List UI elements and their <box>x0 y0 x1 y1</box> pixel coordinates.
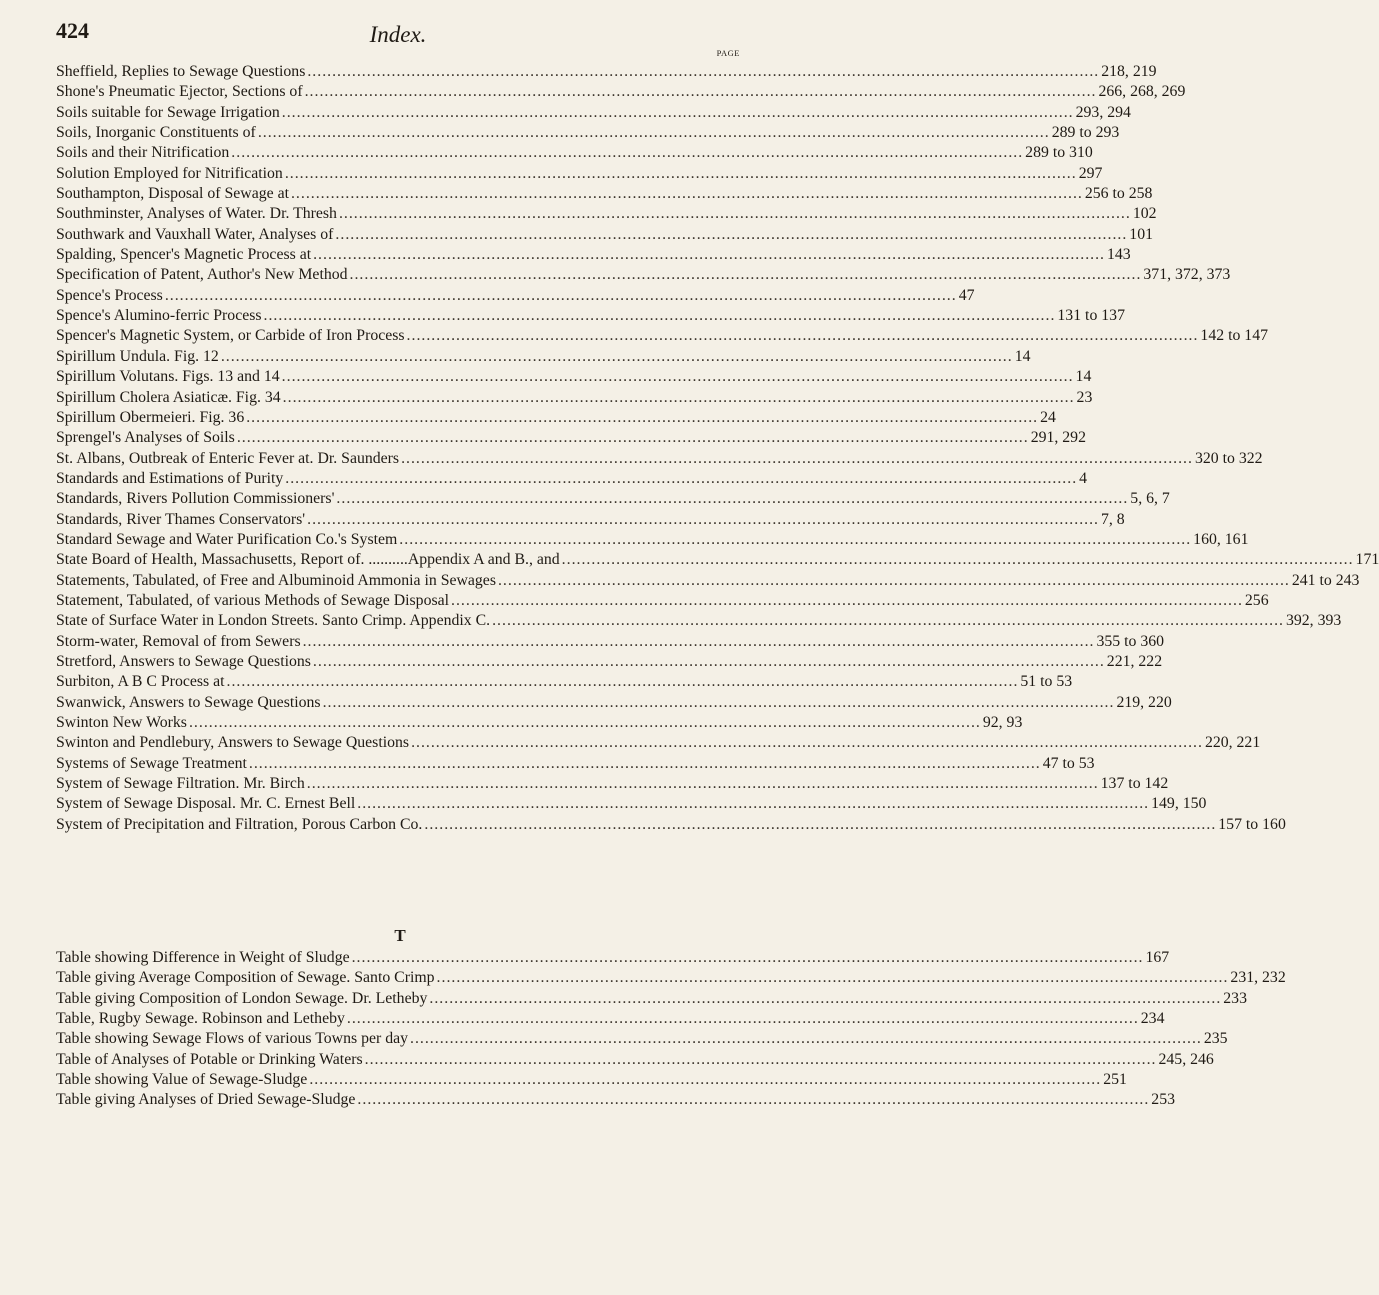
dot-leader <box>258 123 1050 143</box>
index-entry-text: Standard Sewage and Water Purification Co.'s System <box>56 530 398 548</box>
index-entry-page-ref: 24 <box>1040 408 1056 426</box>
index-entry <box>56 591 1269 611</box>
index-entry-text: Table, Rugby Sewage. Robinson and Letheby <box>56 1010 345 1028</box>
index-entry-page-ref: 289 to 293 <box>1051 124 1120 142</box>
index-entry <box>56 245 1131 265</box>
index-entry <box>56 530 1249 550</box>
dot-leader <box>303 632 1095 652</box>
dot-leader <box>189 713 981 733</box>
dot-leader <box>237 428 1029 448</box>
index-entry-text: Stretford, Answers to Sewage Questions <box>56 652 311 670</box>
dot-leader <box>313 245 1105 265</box>
index-entry <box>56 62 1157 82</box>
index-entry-text: Storm-water, Removal of from Sewers <box>56 632 301 650</box>
dot-leader <box>357 794 1149 814</box>
index-entry-page-ref: 371, 372, 373 <box>1143 266 1231 284</box>
index-entry-page-ref: 47 to 53 <box>1042 754 1095 772</box>
dot-leader <box>246 408 1038 428</box>
dot-leader <box>307 62 1099 82</box>
dot-leader <box>249 754 1041 774</box>
dot-leader <box>339 204 1131 224</box>
index-entry-text: Spence's Alumino-ferric Process <box>56 307 262 325</box>
index-entry <box>56 1090 1175 1110</box>
index-entry-text: St. Albans, Outbreak of Enteric Fever at. Dr. Saunders <box>56 449 400 467</box>
dot-leader <box>221 347 1013 367</box>
index-entry-page-ref: 251 <box>1103 1071 1127 1089</box>
index-entry-page-ref: 101 <box>1129 225 1153 243</box>
index-entry <box>56 489 1170 509</box>
index-entry-page-ref: 245, 246 <box>1158 1050 1214 1068</box>
index-entry-text: Table showing Sewage Flows of various Towns per day <box>56 1030 408 1048</box>
page-header <box>56 18 740 58</box>
dot-leader <box>429 989 1221 1009</box>
index-entry <box>56 143 1093 163</box>
index-entry <box>56 367 1092 387</box>
dot-leader <box>407 326 1199 346</box>
index-entry <box>56 815 1286 835</box>
dot-leader <box>357 1090 1149 1110</box>
index-entry <box>56 550 1379 570</box>
dot-leader <box>336 489 1128 509</box>
index-entry <box>56 306 1125 326</box>
index-entry-text: Spencer's Magnetic System, or Carbide of Iron Process <box>56 327 405 345</box>
index-entry <box>56 571 1360 591</box>
index-entry <box>56 265 1231 285</box>
index-entry-page-ref: 218, 219 <box>1101 63 1157 80</box>
page-number: 424 <box>56 18 89 43</box>
index-entry-text: Southampton, Disposal of Sewage at <box>56 185 289 203</box>
index-entry-page-ref: 256 to 258 <box>1084 185 1153 203</box>
index-entry <box>56 632 1165 652</box>
index-entry-page-ref: 149, 150 <box>1151 795 1207 813</box>
dot-leader <box>352 948 1144 968</box>
index-entry-page-ref: 233 <box>1223 989 1247 1007</box>
index-entry <box>56 1070 1127 1090</box>
index-entry-page-ref: 234 <box>1140 1010 1165 1028</box>
dot-leader <box>227 672 1019 692</box>
index-entry-page-ref: 256 <box>1244 591 1269 609</box>
index-entry-text: Spence's Process <box>56 286 163 304</box>
index-entry-text: Spirillum Undula. Fig. 12 <box>56 347 219 365</box>
index-entry-text: Statements, Tabulated, of Free and Albuminoid Ammonia in Sewages <box>56 571 496 589</box>
dot-leader <box>309 1070 1101 1090</box>
index-entry-text: Specification of Patent, Author's New Method <box>56 266 348 284</box>
index-entry-text: Systems of Sewage Treatment <box>56 754 247 772</box>
index-entry <box>56 774 1169 794</box>
index-entry-page-ref: 289 to 310 <box>1025 144 1093 162</box>
index-entry-text: System of Sewage Filtration. Mr. Birch <box>56 775 305 793</box>
dot-leader <box>399 530 1191 550</box>
index-entry <box>56 408 1056 428</box>
dot-leader <box>347 1009 1139 1029</box>
index-entry <box>56 82 1186 102</box>
index-entry-text: Swinton New Works <box>56 714 187 731</box>
index-entry <box>56 326 1268 346</box>
dot-leader <box>492 611 1284 631</box>
index-entry <box>56 164 1103 184</box>
index-entry-page-ref: 143 <box>1106 246 1131 264</box>
index-entry <box>56 713 1023 733</box>
index-entry <box>56 693 1172 713</box>
index-entry <box>56 1029 1228 1049</box>
dot-leader <box>231 143 1023 163</box>
index-entry <box>56 184 1153 204</box>
index-entry <box>56 672 1073 692</box>
index-entry-page-ref: 241 to 243 <box>1291 571 1360 589</box>
index-entry-page-ref: 92, 93 <box>982 714 1023 731</box>
index-entry-page-ref: 142 to 147 <box>1200 327 1268 345</box>
index-entry-text: System of Sewage Disposal. Mr. C. Ernest Bell <box>56 795 356 813</box>
dot-leader <box>307 510 1099 530</box>
index-entry-text: Surbiton, A B C Process at <box>56 673 225 691</box>
dot-leader <box>285 164 1077 184</box>
index-entry <box>56 652 1163 672</box>
index-entry-page-ref: 160, 161 <box>1193 530 1249 548</box>
index-entry-page-ref: 297 <box>1078 164 1103 182</box>
index-entry-text: State Board of Health, Massachusetts, Report of. ..........Appendix A and B., and <box>56 551 560 569</box>
index-entry-page-ref: 102 <box>1132 205 1157 223</box>
index-entry <box>56 469 1088 489</box>
index-entry-text: State of Surface Water in London Streets. Santo Crimp. Appendix C. <box>56 612 491 630</box>
index-list-t <box>56 948 1286 1111</box>
index-entry-text: Swinton and Pendlebury, Answers to Sewage Questions <box>56 734 410 752</box>
index-entry-page-ref: 355 to 360 <box>1096 632 1165 650</box>
dot-leader <box>305 82 1097 102</box>
index-entry-text: Statement, Tabulated, of various Methods of Sewage Disposal <box>56 591 450 609</box>
index-entry-page-ref: 7, 8 <box>1101 510 1125 528</box>
index-entry-text: Spirillum Volutans. Figs. 13 and 14 <box>56 368 280 386</box>
index-entry <box>56 449 1263 469</box>
index-entry <box>56 388 1093 408</box>
index-entry-text: Sheffield, Replies to Sewage Questions <box>56 63 306 80</box>
index-entry-page-ref: 266, 268, 269 <box>1098 83 1186 101</box>
dot-leader <box>498 571 1290 591</box>
index-entry-page-ref: 291, 292 <box>1030 429 1086 447</box>
index-entry-text: Spirillum Obermeieri. Fig. 36 <box>56 408 245 426</box>
section-letter-t: T <box>394 926 406 945</box>
dot-leader <box>264 306 1056 326</box>
index-entry-page-ref: 235 <box>1203 1030 1228 1048</box>
index-entry-text: Table of Analyses of Potable or Drinking Waters <box>56 1050 363 1068</box>
dot-leader <box>365 1050 1157 1070</box>
index-entry <box>56 123 1120 143</box>
index-entry <box>56 1009 1165 1029</box>
index-entry <box>56 989 1247 1009</box>
index-entry-page-ref: 47 <box>958 286 975 304</box>
index-entry-page-ref: 253 <box>1151 1091 1175 1109</box>
index-entry <box>56 794 1207 814</box>
index-entry-text: Table showing Difference in Weight of Sludge <box>56 949 350 966</box>
index-entry-page-ref: 14 <box>1014 347 1031 365</box>
index-entry-text: Standards, River Thames Conservators' <box>56 510 306 528</box>
index-entry-page-ref: 293, 294 <box>1075 103 1131 121</box>
index-entry-page-ref: 23 <box>1076 388 1093 406</box>
index-entry <box>56 611 1342 631</box>
index-entry-page-ref: 320 to 322 <box>1194 449 1263 467</box>
dot-leader <box>283 388 1075 408</box>
index-entry-text: Swanwick, Answers to Sewage Questions <box>56 693 321 711</box>
index-entry-text: Table showing Value of Sewage-Sludge <box>56 1071 308 1089</box>
index-entry <box>56 1050 1214 1070</box>
dot-leader <box>411 733 1203 753</box>
index-entry-text: Table giving Analyses of Dried Sewage-Sludge <box>56 1091 356 1109</box>
index-entry <box>56 428 1086 448</box>
dot-leader <box>282 367 1074 387</box>
dot-leader <box>307 774 1099 794</box>
index-entry-page-ref: 51 to 53 <box>1020 673 1073 691</box>
index-entry-page-ref: 219, 220 <box>1116 693 1172 711</box>
index-entry-text: Spalding, Spencer's Magnetic Process at <box>56 246 312 264</box>
index-entry-page-ref: 4 <box>1079 469 1088 487</box>
index-entry-page-ref: 167 <box>1145 949 1170 966</box>
index-entry-page-ref: 171 <box>1355 551 1379 569</box>
index-entry-text: Table giving Composition of London Sewage. Dr. Letheby <box>56 989 428 1007</box>
index-entry-text: Southwark and Vauxhall Water, Analyses of <box>56 225 334 243</box>
index-entry-page-ref: 14 <box>1075 368 1092 386</box>
index-entry-text: Soils, Inorganic Constituents of <box>56 124 256 142</box>
dot-leader <box>437 968 1229 988</box>
dot-leader <box>282 103 1074 123</box>
index-entry-text: Shone's Pneumatic Ejector, Sections of <box>56 83 303 101</box>
dot-leader <box>350 265 1142 285</box>
dot-leader <box>424 815 1216 835</box>
index-entry-text: Sprengel's Analyses of Soils <box>56 429 235 447</box>
index-entry-page-ref: 221, 222 <box>1106 652 1163 670</box>
index-entry-page-ref: 137 to 142 <box>1100 775 1169 793</box>
running-head: Index. <box>369 22 427 47</box>
index-entry-text: Southminster, Analyses of Water. Dr. Thresh <box>56 205 337 223</box>
dot-leader <box>291 184 1083 204</box>
dot-leader <box>562 550 1354 570</box>
index-entry-text: Standards and Estimations of Purity <box>56 469 284 487</box>
index-entry <box>56 347 1031 367</box>
index-entry-text: Table giving Average Composition of Sewage. Santo Crimp <box>56 969 435 987</box>
index-entry <box>56 754 1095 774</box>
index-entry <box>56 733 1261 753</box>
index-entry-text: Soils and their Nitrification <box>56 144 230 162</box>
dot-leader <box>401 449 1193 469</box>
index-entry-text: Soils suitable for Sewage Irrigation <box>56 103 280 121</box>
index-entry-page-ref: 5, 6, 7 <box>1130 490 1170 508</box>
index-entry <box>56 103 1131 123</box>
index-entry-text: Standards, Rivers Pollution Commissioners' <box>56 490 335 508</box>
index-entry <box>56 286 975 306</box>
index-entry <box>56 204 1157 224</box>
index-list-s <box>56 62 1379 835</box>
index-entry <box>56 968 1286 988</box>
dot-leader <box>410 1029 1202 1049</box>
dot-leader <box>335 225 1127 245</box>
index-entry <box>56 510 1125 530</box>
index-entry-page-ref: 231, 232 <box>1230 969 1286 987</box>
dot-leader <box>323 693 1115 713</box>
index-entry-text: Solution Employed for Nitrification <box>56 164 283 182</box>
index-entry-page-ref: 131 to 137 <box>1057 307 1125 325</box>
dot-leader <box>313 652 1105 672</box>
dot-leader <box>451 591 1243 611</box>
index-entry-page-ref: 392, 393 <box>1285 612 1342 630</box>
index-entry <box>56 948 1170 968</box>
dot-leader <box>165 286 957 306</box>
index-entry-page-ref: 220, 221 <box>1204 734 1261 752</box>
page-column-label: PAGE <box>716 48 740 58</box>
index-entry-text: System of Precipitation and Filtration, Porous Carbon Co. <box>56 815 423 833</box>
index-entry <box>56 225 1153 245</box>
dot-leader <box>285 469 1077 489</box>
index-entry-page-ref: 157 to 160 <box>1218 815 1286 833</box>
index-entry-text: Spirillum Cholera Asiaticæ. Fig. 34 <box>56 388 281 406</box>
